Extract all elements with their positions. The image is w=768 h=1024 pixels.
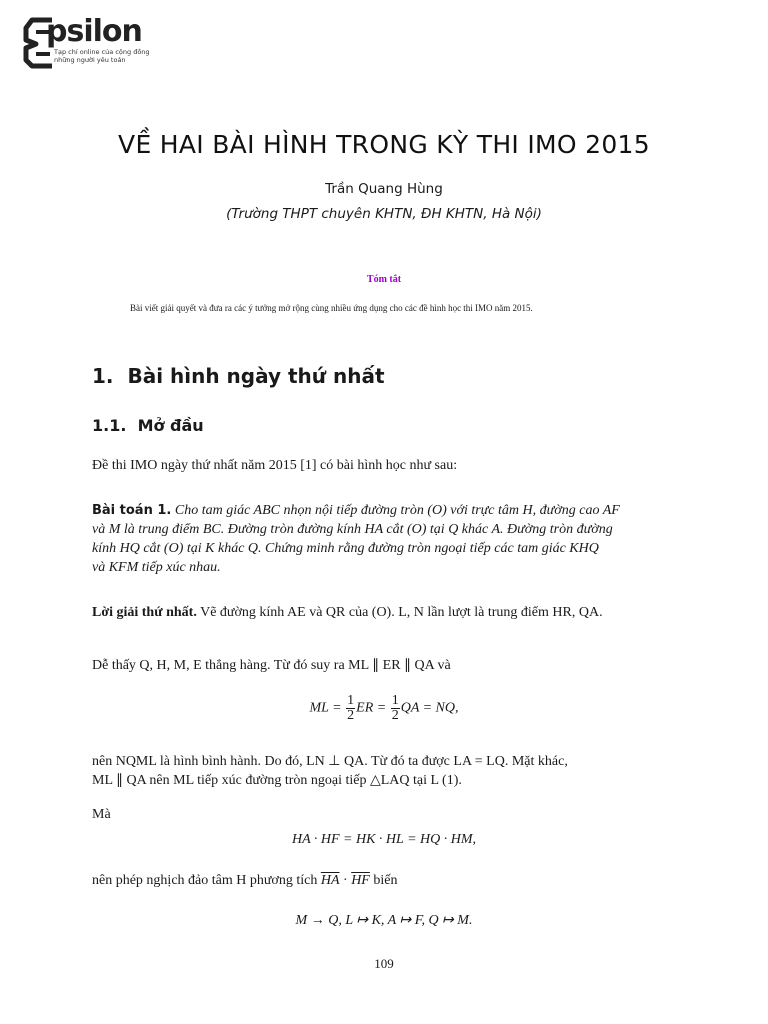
section-number: 1. (92, 364, 114, 388)
logo-wordmark: psilon (46, 14, 142, 49)
paragraph-2: Dễ thấy Q, H, M, E thẳng hàng. Từ đó suy ra ML ∥ ER ∥ QA và (92, 658, 451, 673)
eq1-right: QA = NQ, (400, 700, 459, 716)
solution-intro (92, 603, 678, 622)
problem-line-2: và M là trung điểm BC. Đường tròn đường kính HA cắt (O) tại Q khác A. Đường tròn đường (92, 522, 613, 537)
problem-line-1: Cho tam giác ABC nhọn nội tiếp đường tròn (O) với trực tâm H, đường cao AF (174, 503, 620, 518)
paragraph-4 (92, 871, 678, 890)
para3-line-1: nên NQML là hình bình hành. Do đó, LN ⊥ QA. Từ đó ta được LA = LQ. Mặt khác, (92, 754, 568, 769)
abstract-heading: Tóm tắt (366, 274, 402, 285)
abstract-text: Bài viết giải quyết và đưa ra các ý tưởng mở rộng cùng nhiều ứng dụng cho các đề hình học thi IMO năm 2015. (130, 303, 533, 313)
author-affiliation: (Trường THPT chuyên KHTN, ĐH KHTN, Hà Nội) (226, 206, 542, 222)
page-number: 109 (374, 956, 394, 971)
problem-line-3: kính HQ cắt (O) tại K khác Q. Chứng minh rằng đường tròn ngoại tiếp các tam giác KHQ (92, 541, 599, 556)
intro-paragraph: Đề thi IMO ngày thứ nhất năm 2015 [1] có bài hình học như sau: (92, 458, 458, 473)
solution-label: Lời giải thứ nhất. (92, 605, 197, 620)
fraction-2-den: 2 (391, 708, 399, 723)
para4-dot: · (339, 873, 352, 888)
subsection-number: 1.1. (92, 416, 127, 435)
equation-3: M → Q, L ↦ K, A ↦ F, Q ↦ M. (295, 913, 473, 928)
fraction-2 (391, 694, 400, 723)
problem-statement (92, 501, 678, 577)
subsection-title: Mở đầu (137, 416, 204, 435)
equation-2: HA · HF = HK · HL = HQ · HM, (291, 832, 477, 847)
fraction-1 (346, 694, 355, 723)
para4-after: biến (369, 873, 398, 888)
fraction-2-num: 1 (391, 693, 399, 708)
fraction-1-den: 2 (347, 708, 355, 723)
equation-1 (0, 694, 768, 723)
paragraph-3 (92, 752, 678, 790)
problem-line-4: và KFM tiếp xúc nhau. (92, 560, 221, 575)
fraction-1-num: 1 (347, 693, 355, 708)
section-heading (92, 364, 385, 388)
section-title: Bài hình ngày thứ nhất (127, 364, 385, 388)
para3-line-2: ML ∥ QA nên ML tiếp xúc đường tròn ngoại tiếp △LAQ tại L (1). (92, 773, 462, 788)
paragraph-ma: Mà (92, 807, 111, 822)
eq1-mid: ER = (356, 700, 390, 716)
para4-before: nên phép nghịch đảo tâm H phương tích (92, 873, 321, 888)
vector-ha: $\overline{HA}$ (320, 873, 340, 888)
logo-tagline: Tạp chí online của cộng đồng những người yêu toán (54, 48, 150, 64)
problem-label: Bài toán 1. (92, 503, 172, 518)
vector-hf: $\overline{HF}$ (351, 873, 370, 888)
article-title: VỀ HAI BÀI HÌNH TRONG KỲ THI IMO 2015 (118, 130, 650, 159)
eq1-left: ML = (309, 700, 346, 716)
subsection-heading (92, 416, 204, 435)
author-name: Trần Quang Hùng (325, 181, 443, 197)
solution-line-1: Vẽ đường kính AE và QR của (O). L, N lần lượt là trung điểm HR, QA. (200, 605, 603, 620)
